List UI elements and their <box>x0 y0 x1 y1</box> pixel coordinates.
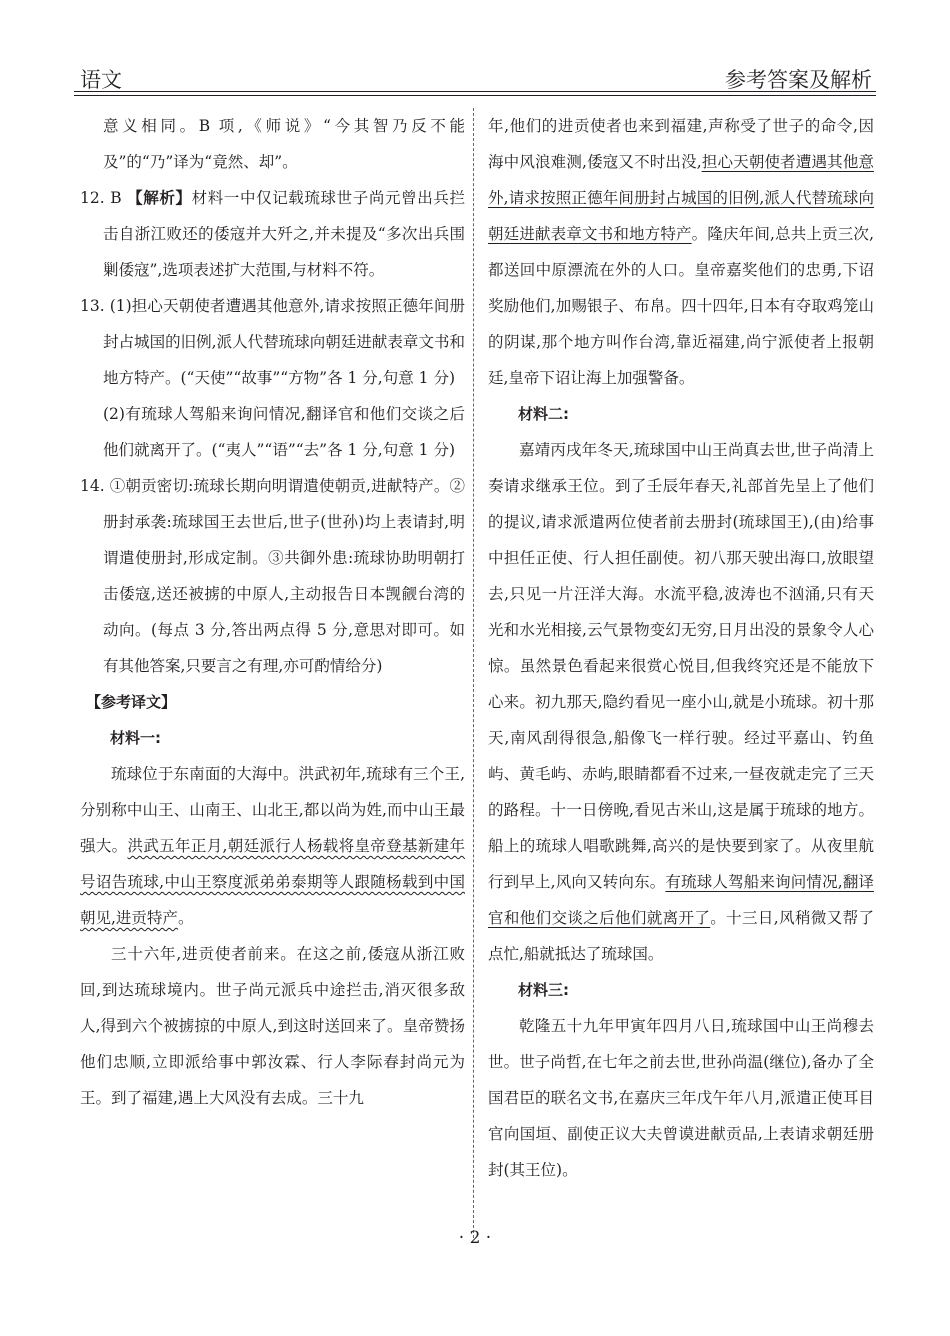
underlined-sentence-2: 有琉球人驾船来询问情况,翻译官和他们交谈之后他们就离开了 <box>488 873 874 927</box>
header-rule-thin <box>74 95 876 96</box>
answer-12-text: 材料一中仅记载琉球世子尚元曾出兵拦击自浙江败还的倭寇并大歼之,并未提及“多次出兵围剿倭寇”,选项表述扩大范围,与材料不符。 <box>103 189 465 279</box>
page-number: · 2 · <box>458 1228 492 1248</box>
header-title: 参考答案及解析 <box>725 68 872 92</box>
material-3-heading: 材料三: <box>518 981 569 999</box>
material-1-text: 琉球位于东南面的大海中。洪武初年,琉球有三个王,分别称中山王、山南王、山北王,都以尚为姓,而中山王最强大。 <box>80 765 465 855</box>
subject-label: 语文 <box>80 68 122 92</box>
right-column <box>488 108 874 1188</box>
answer-12 <box>80 180 465 288</box>
left-column <box>80 108 465 1116</box>
answer-12-number: 12. B <box>80 189 122 207</box>
material-1-paragraph-2-continued <box>488 108 874 396</box>
reference-translation-heading: 【参考译文】 <box>86 693 177 711</box>
material-1-paragraph-2: 三十六年,进贡使者前来。在这之前,倭寇从浙江败回,到达琉球境内。世子尚元派兵中途拦击,消灭很多敌人,得到六个被掳掠的中原人,到这时送回来了。皇帝赞扬他们忠顺,立即派给事中郭汝霖、行人李际春封尚元为王。到了福建,遇上大风没有去成。三十九 <box>80 945 465 1107</box>
material-2-text-end: 。十三日,风稍微又帮了点忙,船就抵达了琉球国。 <box>488 909 874 963</box>
material-3-paragraph: 乾隆五十九年甲寅年四月八日,琉球国中山王尚穆去世。世子尚哲,在七年之前去世,世孙尚温(继位),备办了全国君臣的联名文书,在嘉庆三年戊午年八月,派遣正使耳目官向国垣、副使正议大夫曾谟进献贡品,上表请求朝廷册封(其王位)。 <box>488 1017 874 1179</box>
header-rule-thick <box>74 91 876 92</box>
material-1-heading: 材料一: <box>110 729 161 747</box>
material-1-paragraph-1 <box>80 756 465 936</box>
material-1-text-b: 年,他们的进贡使者也来到福建,声称受了世子的命令,因海中风浪难测,倭寇又不时出没, <box>488 117 874 171</box>
material-2-text: 嘉靖丙戌年冬天,琉球国中山王尚真去世,世子尚清上奏请求继承王位。到了壬辰年春天,礼部首先呈上了他们的提议,请求派遣两位使者前去册封(琉球国王),(由)给事中担任正使、行人担任副使。初八那天驶出海口,放眼望去,只见一片汪洋大海。水流平稳,波涛也不汹涌,只有天光和水光相接,云气景物变幻无穷,日月出没的景象令人心惊。虽然景色看起来很赏心悦目,但我终究还是不能放下心来。初九那天,隐约看见一座小山,就是小琉球。初十那天,南风刮得很急,船像飞一样行驶。经过平嘉山、钓鱼屿、黄毛屿、赤屿,眼睛都看不过来,一昼夜就走完了三天的路程。十一日傍晚,看见古米山,这是属于琉球的地方。船上的琉球人唱歌跳舞,高兴的是快要到家了。从夜里航行到早上,风向又转向东。 <box>488 441 874 891</box>
material-2-heading: 材料二: <box>518 405 569 423</box>
q11-continuation: 意义相同。B 项,《师说》“今其智乃反不能及”的“乃”译为“竟然、却”。 <box>103 117 465 171</box>
column-divider <box>473 108 474 1238</box>
answer-13-part2: (2)有琉球人驾船来询问情况,翻译官和他们交谈之后他们就离开了。(“夷人”“语”“去”各 1 分,句意 1 分) <box>103 405 465 459</box>
analysis-tag: 【解析】 <box>127 188 192 207</box>
wavy-underlined-sentence: 洪武五年正月,朝廷派行人杨载将皇帝登基新建年号诏告琉球,中山王察度派弟弟泰期等人跟随杨载到中国朝见,进贡特产 <box>80 837 465 927</box>
answer-14: 14. ①朝贡密切:琉球长期向明谓遣使朝贡,进献特产。②册封承袭:琉球国王去世后,世子(世孙)均上表请封,明谓遣使册封,形成定制。③共御外患:琉球协助明朝打击倭寇,送还被掳的中原人,主动报告日本觊觎台湾的动向。(每点 3 分,答出两点得 5 分,意思对即可。如有其他答案,只要言之有理,亦可酌情给分) <box>80 477 465 675</box>
material-1-text-c: 。隆庆年间,总共上贡三次,都送回中原漂流在外的人口。皇帝嘉奖他们的忠勇,下诏奖励他们,加赐银子、布帛。四十四年,日本有夺取鸡笼山的阴谋,那个地方叫作台湾,靠近福建,尚宁派使者上报朝廷,皇帝下诏让海上加强警备。 <box>488 225 874 387</box>
material-2-paragraph <box>488 432 874 972</box>
material-1-period: 。 <box>177 909 194 927</box>
underlined-sentence-1: 担心天朝使者遭遇其他意外,请求按照正德年间册封占城国的旧例,派人代替琉球向朝廷进献表章文书和地方特产 <box>488 153 874 243</box>
answer-13-part1: 13. (1)担心天朝使者遭遇其他意外,请求按照正德年间册封占城国的旧例,派人代替琉球向朝廷进献表章文书和地方特产。(“天使”“故事”“方物”各 1 分,句意 1 分) <box>80 297 465 387</box>
